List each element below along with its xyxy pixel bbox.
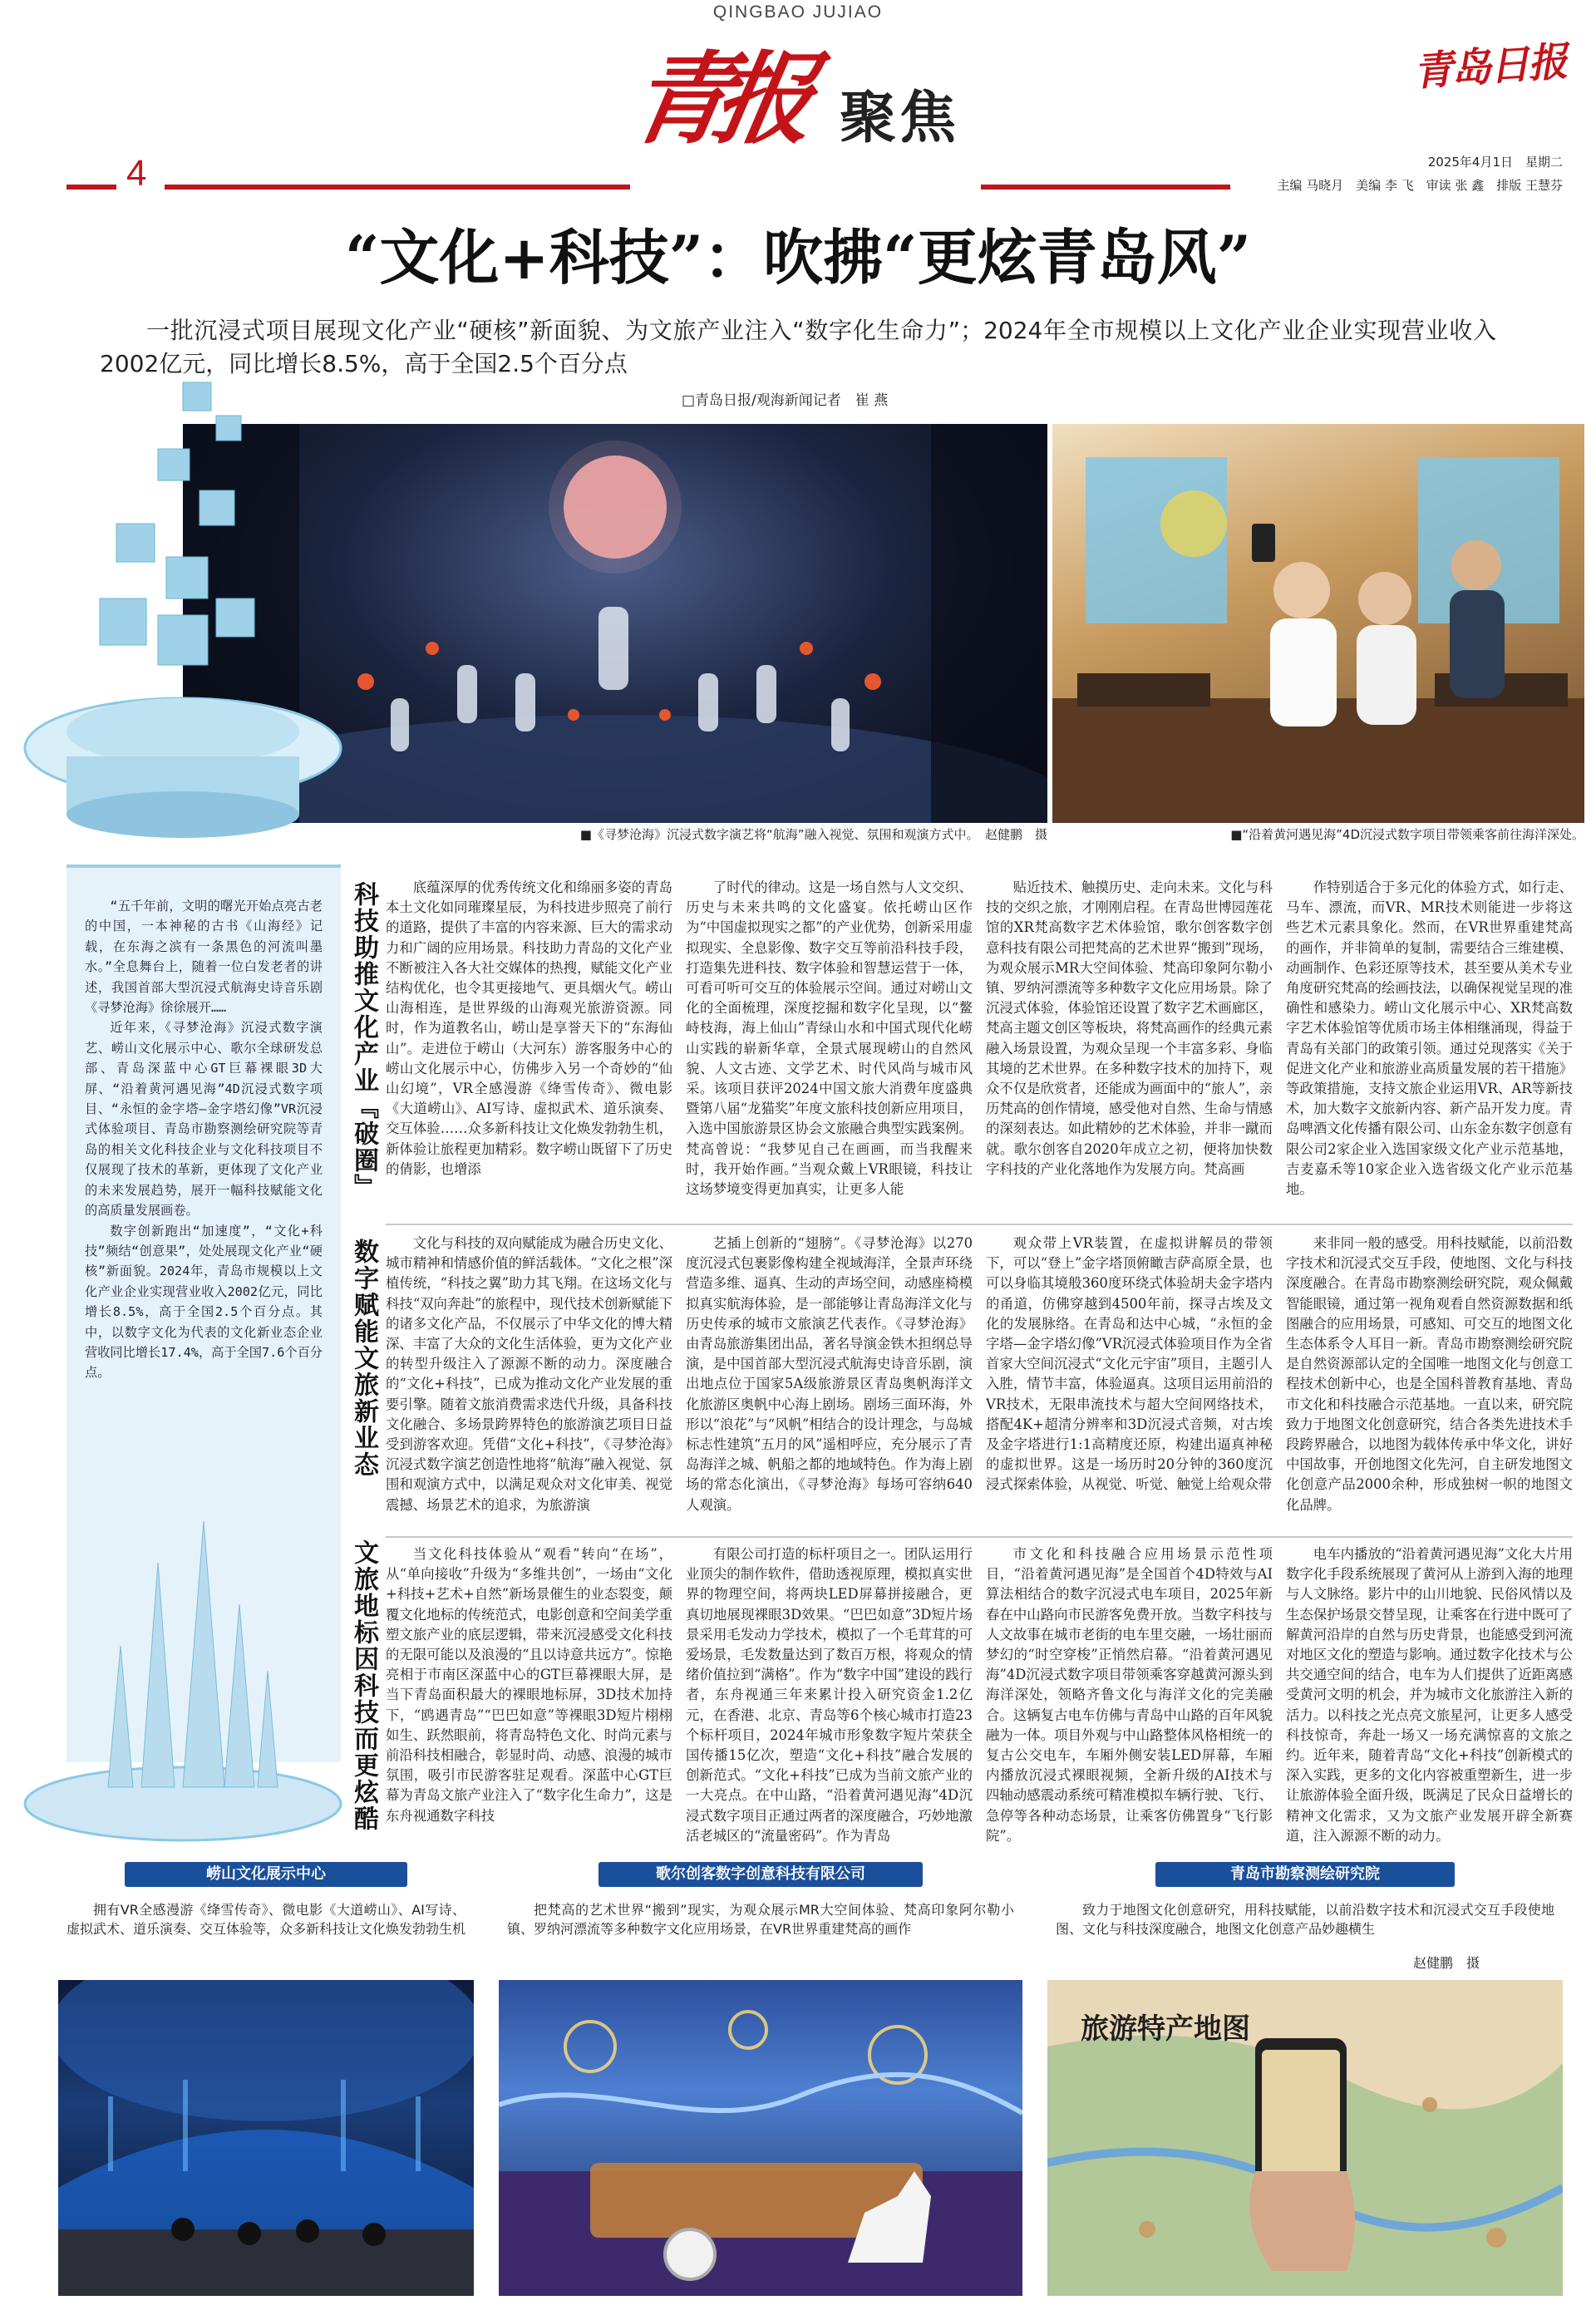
map-sign-text: 旅游特产地图 [1081,2012,1250,2046]
header-date: 2025年4月1日 星期二 [1427,155,1563,170]
feature-box-survey [1039,1859,1571,2299]
sec1-col4-text: 作特别适合于多元化的体验方式，如行走、马车、漂流，而VR、MR技术则能进一步将这些艺术元素具象化。然而，在VR世界重建梵高的画作，并非简单的复制，需要结合三维建模、动画制作、色彩还原等技术，甚至要从美术专业角度研究梵高的绘画技法，以确保视觉呈现的准确性和感染力。崂山文化展示中心、XR梵高数字艺术体验馆等优质市场主体相继涌现，得益于青岛有关部门的政策引领。通过兑现落实《关于促进文化产业和旅游业高质量发展的若干措施》等政策措施，支持文旅企业运用VR、AR等新技术，加大数字文旅新内容、新产品开发力度。青岛啤酒文化传播有限公司、山东金东数字创意有限公司2家企业入选国家级文化产业示范基地，吉麦嘉禾等10家企业入选省级文化产业示范基地。 [1286,879,1573,1198]
section-title-2: 数字赋能文旅新业态 [349,1239,378,1478]
sec1-col3-text: 贴近技术、触摸历史、走向未来。文化与科技的交织之旅，才刚刚启程。在青岛世博园莲花馆的XR梵高数字艺术体验馆，歌尔创客数字创意科技有限公司把梵高的艺术世界“搬到”现场，为观众展示MR大空间体验、梵高印象阿尔勒小镇、罗纳河漂流等多种数字文化应用场景。除了沉浸式体验，体验馆还设置了数字艺术画廊区，梵高主题文创区等板块，将梵高画作的经典元素融入场景设置，为观众呈现一个丰富多彩、身临其境的艺术世界。在多种数字技术的加持下，观众不仅是欣赏者，还能成为画面中的“旅人”，亲历梵高的创作情境，感受他对自然、生命与情感的深刻表达。如此精妙的艺术体验，并非一蹴而就。歌尔创客自2020年成立之初，便将加快数字科技的产业化落地作为发展方向。梵高画 [986,879,1273,1177]
city-towers-graphic [17,1488,349,1845]
headline: “文化+科技”：吹拂“更炫青岛风” [345,222,1251,293]
section-brush-mark [621,33,981,175]
map-illustration [1047,1980,1563,2296]
tram-illustration [1052,424,1584,823]
box-title-survey: 青岛市勘察测绘研究院 [1155,1862,1455,1887]
photo-map-phone [1047,1980,1563,2296]
feature-box-laoshan [50,1859,482,2299]
sec2-col4-text: 来非同一般的感受。用科技赋能，以前沿数字技术和沉浸式交互手段，使地图、文化与科技深度融合。在青岛市勘察测绘研究院，观众佩戴智能眼镜，通过第一视角观看自然资源数据和纸图融合的应用场景，可感知、可交互的地图文化生态体系令人耳目一新。青岛市勘察测绘研究院是自然资源部认定的全国唯一地图文化与创意工程技术创新中心，也是全国科普教育基地、青岛市文化和科技融合示范基地。一直以来，研究院致力于地图文化创意研究，结合各类先进技术手段跨界融合，以地图为载体传承中华文化，讲好中国故事，开创地图文化先河，自主研发地图文化创意产品2000余种，形成独树一帜的地图文化品牌。 [1286,1235,1573,1513]
section-title-3: 文旅地标因科技而更炫酷 [349,1539,378,1832]
sec1-col1 [386,878,672,1214]
section-name: 聚焦 [840,85,960,151]
digital-cube-graphic [17,366,349,864]
sec2-col1-text: 文化与科技的双向赋能成为融合历史文化、城市精神和情感价值的鲜活载体。“文化之根”深植传统，“科技之翼”助力其飞翔。在这场文化与科技“双向奔赴”的旅程中，现代技术创新赋能下的诸多文化产品，不仅展示了中华文化的博大精深、丰富了大众的文化生活体验，更为文化产业的转型升级注入了源源不断的动力。深度融合的“文化+科技”，已成为推动文化产业发展的重要引擎。随着文旅消费需求迭代升级，具备科技文化融合、多场景跨界特色的旅游演艺项目日益受到游客欢迎。凭借“文化+科技”，《寻梦沧海》沉浸式数字演艺创造性地将“航海”融入视觉、氛围和观演方式中，以满足观众对文化审美、视觉震撼、场景艺术的追求，为旅游演 [386,1235,672,1513]
sec3-col3-text: 市文化和科技融合应用场景示范性项目，“沿着黄河遇见海”是全国首个4D特效与AI算法相结合的数字沉浸式电车项目，2025年新春在中山路向市民游客免费开放。当数字科技与人文故事在城市老街的电车里交融，一场壮丽而梦幻的“时空穿梭”正悄然启幕。“沿着黄河遇见海”4D沉浸式数字项目带领乘客穿越黄河源头到海洋深处，领略齐鲁文化与海洋文化的完美融合。这辆复古电车仿佛与青岛中山路的百年风貌融为一体。项目外观与中山路整体风格相统一的复古公交电车，车厢外侧安装LED屏幕，车厢内播放沉浸式裸眼视频，全新升级的AI技术与四轴动感震动系统可精准模拟车辆行驶、飞行、急停等各种动态场景，让乘客仿佛置身“飞行影院”。 [986,1546,1273,1844]
sec2-col3 [986,1234,1273,1529]
subheadline: 一批沉浸式项目展现文化产业“硬核”新面貌、为文旅产业注入“数字化生命力”；2024年全市规模以上文化产业企业实现营业收入2002亿元，同比增长8.5%，高于全国2.5个百分点 [100,317,1496,377]
photo-van-gogh-hall [499,1980,1022,2296]
cube-illustration [17,366,349,864]
section-brush-text: 青报 [621,41,809,158]
section-divider-2 [386,1536,1573,1538]
sec2-col3-text: 观众带上VR装置，在虚拟讲解员的带领下，可以“登上”金字塔顶俯瞰吉萨高原全景，也可以身临其境般360度环绕式体验胡夫金字塔内的甬道，仿佛穿越到4500年前，探寻古埃及文化的发展脉络。在青岛和达中心城，“永恒的金字塔—金字塔幻像”VR沉浸式体验项目作为全省首家大空间沉浸式“文化元宇宙”项目，主题引人入胜，情节丰富，体验逼真。这项目运用前沿的VR技术，无限串流技术与超大空间网络技术，搭配4K+超清分辨率和3D沉浸式音频，对古埃及金字塔进行1:1高精度还原，构建出逼真神秘的虚拟世界。这是一场历时20分钟的360度沉浸式探索体验，从视觉、听觉、触觉上给观众带 [986,1235,1273,1493]
sec3-col3 [986,1544,1273,1849]
box-title-laoshan: 崂山文化展示中心 [125,1862,407,1887]
sec3-col1 [386,1544,672,1849]
sec1-col2 [686,878,973,1214]
header-credits: 主编 马晓月 美编 李 飞 审读 张 鑫 排版 王慧芬 [1277,178,1563,193]
byline: □青岛日报/观海新闻记者 崔 燕 [682,392,889,409]
sec2-col1 [386,1234,672,1529]
section-divider-1 [386,1224,1573,1225]
sec3-col1-text: 当文化科技体验从“观看”转向“在场”，从“单向接收”升级为“多维共创”，一场由“文化+科技+艺术+自然”新场景催生的业态裂变，颠覆文化地标的传统范式，电影创意和空间美学重塑文旅产业的底层逻辑，带来沉浸感受文化科技的无限可能以及浪漫的“且以诗意共远方”。惊艳亮相于市南区深蓝中心的GT巨幕裸眼大屏，是当下青岛面积最大的裸眼地标屏，3D技术加持下，“鸥遇青岛”“巴巴如意”等裸眼3D短片栩栩如生、跃然眼前，将青岛特色文化、时尚元素与前沿科技相融合，彰显时尚、动感、浪漫的城市氛围，吸引市民游客驻足观看。深蓝中心GT巨幕为青岛文旅产业注入了“数字化生命力”，这是东舟视通数字科技 [386,1546,672,1824]
box-text-laoshan: 拥有VR全感漫游《绛雪传奇》、微电影《大道崂山》、AI写诗、虚拟武术、道乐演奏、交互体验等，众多新科技让文化焕发勃勃生机 [66,1902,466,1937]
box-text-goertek: 把梵高的艺术世界“搬到”现实，为观众展示MR大空间体验、梵高印象阿尔勒小镇、罗纳河漂流等多种数字文化应用场景，在VR世界重建梵高的画作 [507,1902,1014,1937]
city-illustration [17,1488,349,1845]
photo-tram-passengers [1052,424,1584,823]
box-text-survey: 致力于地图文化创意研究，用科技赋能，以前沿数字技术和沉浸式交互手段使地图、文化与科技深度融合，地图文化创意产品妙趣横生 [1056,1902,1554,1937]
newspaper-logo: 青岛日报 [1411,38,1568,96]
caption-photo1: ■《寻梦沧海》沉浸式数字演艺将“航海”融入视觉、氛围和观演方式中。 赵健鹏 摄 [579,827,1047,842]
sec2-col2 [686,1234,973,1529]
sec3-col2-text: 有限公司打造的标杆项目之一。团队运用行业顶尖的制作软件，借助透视原理，模拟真实世界的物理空间，将两块LED屏幕拼接融合，更真切地展现裸眼3D效果。“巴巴如意”3D短片场景采用毛发动力学技术，模拟了一个毛茸茸的可爱场景，毛发数量达到了数百万根，将观众的情绪价值拉到“满格”。作为“数字中国”建设的践行者，东舟视通三年来累计投入研究资金1.2亿元，在香港、北京、青岛等6个核心城市打造23个标杆项目，2024年城市形象数字短片荣获全国传播15亿次，塑造“文化+科技”融合发展的创新范式。“文化+科技”已成为当前文旅产业的一大亮点。在中山路，“沿着黄河遇见海”4D沉浸式数字项目正通过两者的深度融合，巧妙地激活老城区的“流量密码”。作为青岛 [686,1546,973,1844]
sec3-col4-text: 电车内播放的“沿着黄河遇见海”文化大片用数字化手段系统展现了黄河从上游到入海的地理与人文脉络。影片中的山川地貌、民俗风情以及生态保护场景交替呈现，让乘客在行进中既可了解黄河沿岸的自然与历史背景，也能感受到河流对地区文化的塑造与影响。通过数字化技术与公共交通空间的结合，电车为人们提供了近距离感受黄河文明的机会，并为城市文化旅游注入新的活力。以科技之光点亮文旅星河，让更多人感受科技惊奇，奔赴一场又一场充满惊喜的文旅之约。近年来，随着青岛“文化+科技”创新模式的深入实践，更多的文化内容被重塑新生，进一步让旅游体验全面升级，既满足了民众日益增长的精神文化需求，又为文旅产业发展开辟全新赛道，注入源源不断的动力。 [1286,1546,1573,1844]
sec3-col4 [1286,1544,1573,1849]
feature-box-goertek [490,1859,1031,2299]
sidebar-paragraph-1: “五千年前，文明的曙光开始点亮古老的中国，一本神秘的古书《山海经》记载，在东海之滨有一条黑色的河流叫墨水。”全息舞台上，随着一位白发老者的讲述，我国首部大型沉浸式航海史诗音乐剧《寻梦沧海》徐徐展开…… [85,899,323,1016]
page-number: 4 [126,153,147,194]
box-title-goertek: 歌尔创客数字创意科技有限公司 [598,1862,923,1887]
header-pinyin: QINGBAO JUJIAO [712,2,884,22]
header-rule-mid [165,185,630,190]
sec3-col2 [686,1544,973,1849]
sec1-col3 [986,878,1273,1214]
starry-night-illustration [499,1980,1022,2296]
sidebar-text [66,868,341,1383]
photo-laoshan-hall [58,1980,474,2296]
sidebar-paragraph-2: 近年来，《寻梦沧海》沉浸式数字演艺、崂山文化展示中心、歌尔全球研发总部、青岛深蓝中心GT巨幕裸眼3D大屏、“沿着黄河遇见海”4D沉浸式数字项目、“永恒的金字塔—金字塔幻像”VR沉浸式体验项目、青岛市勘察测绘研究院等青岛的相关文化科技企业与文化科技项目不仅展现了技术的革新，更体现了文化产业的未来发展趋势，展开一幅科技赋能文化的高质量发展画卷。 [85,1020,323,1219]
box-credit-survey: 赵健鹏 摄 [1412,1955,1480,1971]
sec2-col4 [1286,1234,1573,1529]
dome-hall-illustration [58,1980,474,2296]
sec2-col2-text: 艺插上创新的“翅膀”。《寻梦沧海》以270度沉浸式包裹影像构建全视域海洋，全景声环绕营造多维、逼真、生动的声场空间，动感座椅模拟真实航海体验，是一部能够让青岛海洋文化与历史传承的城市文旅演艺代表作。《寻梦沧海》由青岛旅游集团出品，著名导演金铁木担纲总导演，是中国首部大型沉浸式航海史诗音乐剧，演出地点位于国家5A级旅游景区青岛奥帆海洋文化旅游区奥帆中心海上剧场。剧场三面环海，外形以“浪花”与“风帆”相结合的设计理念，与岛城标志性建筑“五月的风”遥相呼应，充分展示了青岛海洋之城、帆船之都的地域特色。作为海上剧场的常态化演出，《寻梦沧海》每场可容纳640人观演。 [686,1235,973,1513]
sec1-col1-text: 底蕴深厚的优秀传统文化和绵丽多姿的青岛本土文化如同璀璨星辰，为科技进步照亮了前行的道路，提供了丰富的内容来源、巨大的需求动力和广阔的应用场景。科技助力青岛的文化产业不断被注入各大社交媒体的热搜，赋能文化产业结构优化，也令其更接地气、更具烟火气。崂山山海相连，是世界级的山海观光旅游资源。同时，作为道教名山，崂山是享誉天下的“东海仙山”。走进位于崂山（大河东）游客服务中心的崂山文化展示中心，仿佛步入另一个奇妙的“仙山幻境”，VR全感漫游《绛雪传奇》、微电影《大道崂山》、AI写诗、虚拟武术、道乐演奏、交互体验……众多新科技让文化焕发勃勃生机，新体验让旅程更加精彩。数字崂山既留下了历史的倩影，也增添 [386,879,672,1177]
header-rule-left [66,185,116,190]
caption-photo2: ■“沿着黄河遇见海”4D沉浸式数字项目带领乘客前往海洋深处。 [1230,827,1584,842]
sec1-col2-text: 了时代的律动。这是一场自然与人文交织、历史与未来共鸣的文化盛宴。依托崂山区作为“中国虚拟现实之都”的产业优势，创新采用虚拟现实、全息影像、数字交互等前沿科技手段，打造集先进科技、数字体验和智慧运营于一体，可看可听可交互的体验展示空间。通过对崂山文化的全面梳理，深度挖掘和数字化呈现，以“鳌峙枝海，海上仙山”青绿山水和中国式现代化崂山实践的崭新华章，全景式展现崂山的自然风貌、人文古迹、文学艺术、时代风尚与城市风采。该项目获评2024中国文旅大消费年度盛典暨第八届“龙猫奖”年度文旅科技创新应用项目，入选中国旅游景区协会文旅融合典型实践案例。梵高曾说：“我梦见自己在画画，而当我醒来时，我开始作画。”当观众戴上VR眼镜，科技让这场梦境变得更加真实，让更多人能 [686,879,973,1198]
sec1-col4 [1286,878,1573,1214]
section-title-1: 科技助推文化产业『破圈』 [349,881,378,1200]
sidebar-paragraph-3: 数字创新跑出“加速度”，“文化+科技”频结“创意果”，处处展现文化产业“硬核”新面貌。2024年，青岛市规模以上文化产业企业实现营业收入2002亿元，同比增长8.5%，高于全国2.5个百分点。其中，以数字文化为代表的文化新业态企业营收同比增长17.4%，高于全国7.6个百分点。 [85,1223,323,1381]
